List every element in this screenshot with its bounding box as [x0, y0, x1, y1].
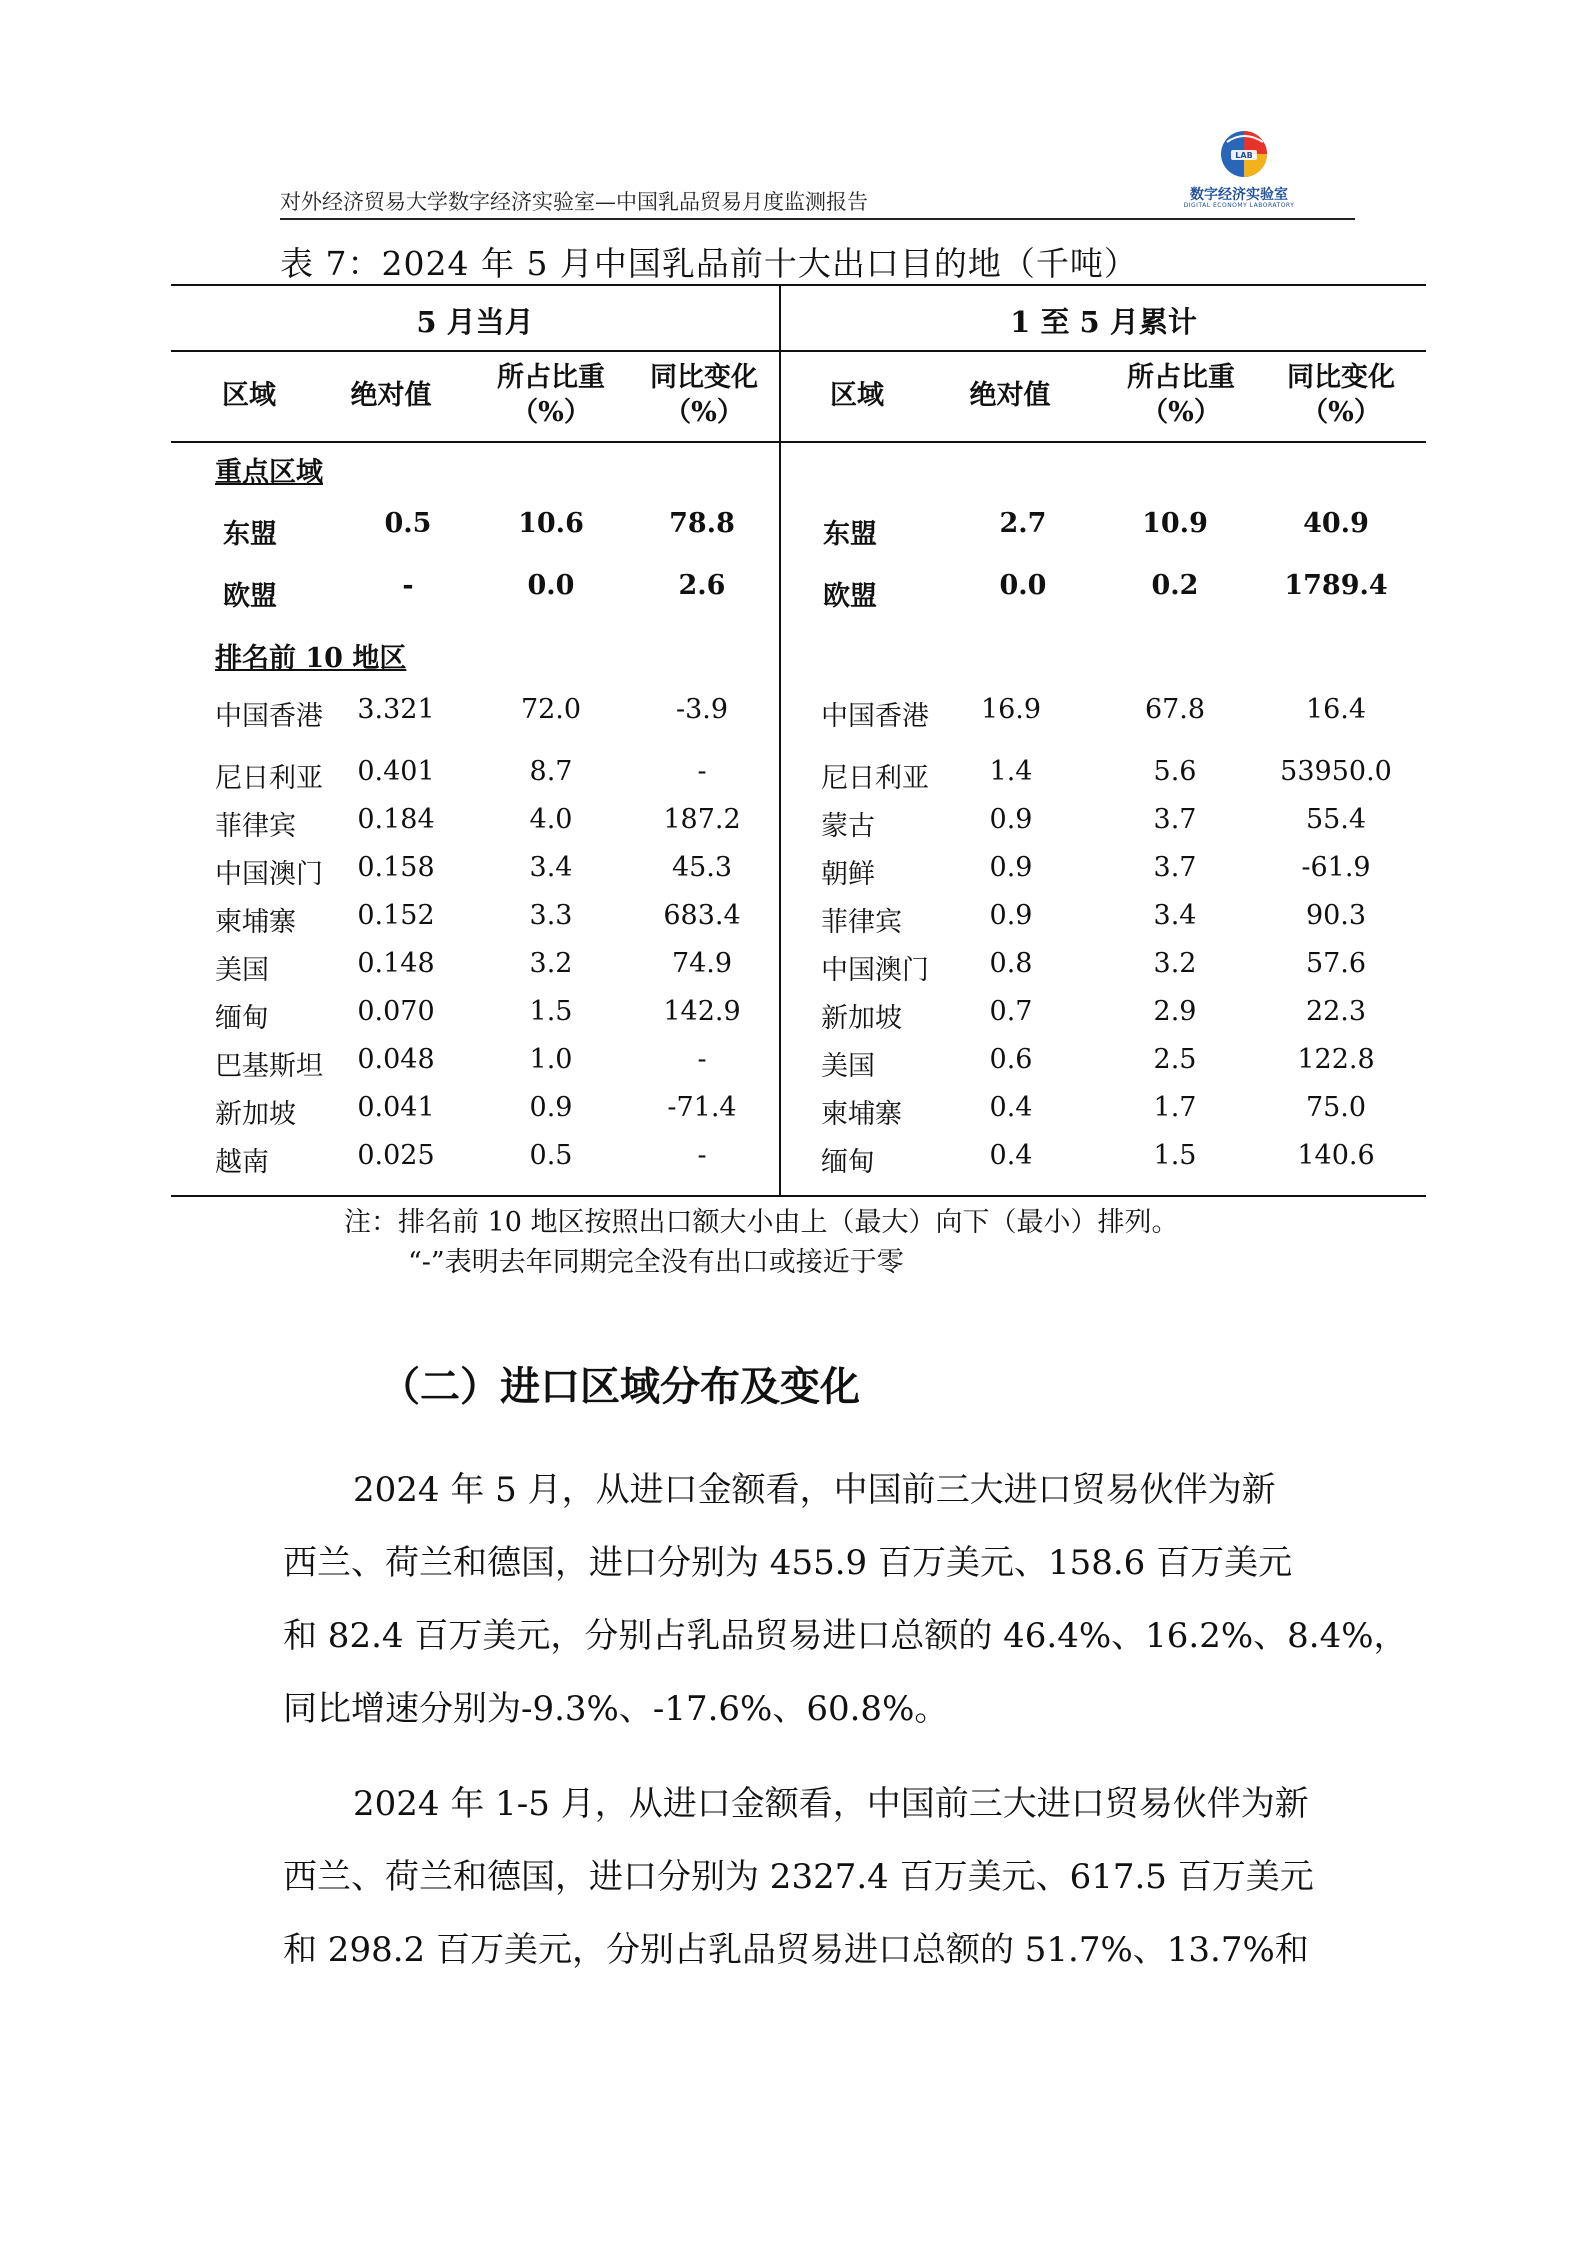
cell-value: 0.158 — [357, 852, 435, 883]
cell-value: 0.5 — [384, 508, 432, 539]
logo-name: 数字经济实验室 — [1190, 187, 1288, 203]
cell-value: 0.152 — [357, 900, 435, 931]
cell-yoy-ytd: 40.9 — [1303, 508, 1369, 539]
cell-value-ytd: 0.4 — [989, 1140, 1033, 1171]
cell-region: 菲律宾 — [215, 811, 296, 842]
cell-value: 0.041 — [357, 1092, 435, 1123]
cell-value-ytd: 1.4 — [989, 756, 1033, 787]
group-head-rule — [171, 350, 1426, 352]
cell-yoy: 45.3 — [671, 852, 733, 883]
cell-region-ytd: 欧盟 — [823, 581, 877, 612]
col-head-yoy: 同比变化 （%） — [650, 362, 758, 428]
cell-value-ytd: 0.6 — [989, 1044, 1033, 1075]
cell-region: 尼日利亚 — [215, 763, 323, 794]
cell-value-ytd: 0.4 — [989, 1092, 1033, 1123]
cell-share-ytd: 2.5 — [1153, 1044, 1197, 1075]
cell-value: 0.070 — [357, 996, 435, 1027]
cell-yoy: 683.4 — [663, 900, 741, 931]
cell-value-ytd: 2.7 — [999, 508, 1047, 539]
paragraph-month — [283, 1454, 1408, 1746]
cell-share: 3.2 — [529, 948, 573, 979]
table-title: 表 7：2024 年 5 月中国乳品前十大出口目的地（千吨） — [280, 244, 1138, 283]
paragraph-ytd — [283, 1768, 1358, 1987]
cell-region-ytd: 蒙古 — [821, 811, 875, 842]
cell-share: 10.6 — [518, 508, 584, 539]
cell-yoy: 142.9 — [663, 996, 741, 1027]
cell-yoy-ytd: 16.4 — [1305, 694, 1367, 725]
cell-share-ytd: 3.7 — [1153, 804, 1197, 835]
cell-share-ytd: 67.8 — [1144, 694, 1206, 725]
cell-yoy-ytd: 140.6 — [1297, 1140, 1375, 1171]
table-bottom-rule — [171, 1195, 1426, 1197]
col-head-region-ytd: 区域 — [830, 380, 884, 411]
column-head-rule — [171, 441, 1426, 443]
table-note: “-”表明去年同期完全没有出口或接近于零 — [408, 1247, 904, 1278]
cell-region: 中国香港 — [215, 701, 323, 732]
cell-value-ytd: 16.9 — [980, 694, 1042, 725]
cell-yoy-ytd: 122.8 — [1297, 1044, 1375, 1075]
cell-region: 巴基斯坦 — [215, 1051, 323, 1082]
cell-yoy: - — [697, 756, 707, 787]
group-head-ytd: 1 至 5 月累计 — [1010, 305, 1197, 339]
col-head-share: 所占比重 （%） — [497, 362, 605, 428]
cell-yoy: - — [697, 1140, 707, 1171]
section-heading: （二）进口区域分布及变化 — [380, 1363, 860, 1410]
cell-value-ytd: 0.9 — [989, 852, 1033, 883]
cell-share-ytd: 1.5 — [1153, 1140, 1197, 1171]
cell-value: 0.048 — [357, 1044, 435, 1075]
cell-yoy: -71.4 — [667, 1092, 737, 1123]
cell-region-ytd: 柬埔寨 — [821, 1099, 902, 1130]
col-head-value-ytd: 绝对值 — [969, 380, 1051, 411]
cell-share-ytd: 10.9 — [1142, 508, 1208, 539]
para-line: 和 82.4 百万美元，分别占乳品贸易进口总额的 46.4%、16.2%、8.4%， — [283, 1616, 1408, 1656]
para-line: 西兰、荷兰和德国，进口分别为 455.9 百万美元、158.6 百万美元 — [283, 1543, 1293, 1583]
para-line: 2024 年 5 月，从进口金额看，中国前三大进口贸易伙伴为新 — [353, 1470, 1276, 1510]
para-line: 同比增速分别为-9.3%、-17.6%、60.8%。 — [283, 1689, 949, 1729]
cell-value: 0.025 — [357, 1140, 435, 1171]
lab-logo — [1179, 118, 1299, 214]
cell-yoy-ytd: 53950.0 — [1280, 756, 1392, 787]
cell-share: 1.5 — [529, 996, 573, 1027]
cell-region-ytd: 东盟 — [823, 519, 877, 550]
cell-yoy-ytd: 1789.4 — [1284, 570, 1388, 601]
cell-share: 8.7 — [529, 756, 573, 787]
cell-region: 美国 — [215, 955, 269, 986]
col-head-yoy-ytd: 同比变化 （%） — [1287, 362, 1395, 428]
cell-yoy: 78.8 — [669, 508, 735, 539]
cell-share-ytd: 3.7 — [1153, 852, 1197, 883]
cell-value: - — [402, 570, 414, 601]
cell-share-ytd: 0.2 — [1151, 570, 1199, 601]
cell-value: 3.321 — [357, 694, 435, 725]
cell-yoy-ytd: 90.3 — [1305, 900, 1367, 931]
table-top-rule — [171, 284, 1426, 286]
cell-region-ytd: 新加坡 — [821, 1003, 902, 1034]
cell-yoy-ytd: 57.6 — [1305, 948, 1367, 979]
cell-region: 越南 — [215, 1147, 269, 1178]
cell-share: 0.5 — [529, 1140, 573, 1171]
cell-region: 欧盟 — [223, 581, 277, 612]
col-head-share-ytd: 所占比重 （%） — [1127, 362, 1235, 428]
cell-region-ytd: 朝鲜 — [821, 859, 875, 890]
para-line: 2024 年 1-5 月，从进口金额看，中国前三大进口贸易伙伴为新 — [353, 1784, 1309, 1824]
header-text: 对外经济贸易大学数字经济实验室—中国乳品贸易月度监测报告 — [280, 190, 868, 214]
cell-share: 3.4 — [529, 852, 573, 883]
cell-yoy: 74.9 — [671, 948, 733, 979]
cell-share-ytd: 1.7 — [1153, 1092, 1197, 1123]
cell-share: 72.0 — [520, 694, 582, 725]
cell-yoy-ytd: 55.4 — [1305, 804, 1367, 835]
cell-value-ytd: 0.9 — [989, 900, 1033, 931]
cell-share: 4.0 — [529, 804, 573, 835]
cell-region-ytd: 中国香港 — [821, 701, 929, 732]
cell-region: 东盟 — [223, 519, 277, 550]
cell-value: 0.184 — [357, 804, 435, 835]
cell-share-ytd: 2.9 — [1153, 996, 1197, 1027]
table-divider — [779, 284, 781, 1197]
cell-region-ytd: 缅甸 — [821, 1147, 875, 1178]
cell-yoy: 187.2 — [663, 804, 741, 835]
cell-share: 3.3 — [529, 900, 573, 931]
cell-value-ytd: 0.9 — [989, 804, 1033, 835]
cell-value-ytd: 0.7 — [989, 996, 1033, 1027]
cell-region-ytd: 美国 — [821, 1051, 875, 1082]
cell-yoy: 2.6 — [678, 570, 726, 601]
export-destination-table — [171, 284, 1426, 1197]
cell-region-ytd: 尼日利亚 — [821, 763, 929, 794]
cell-share: 1.0 — [529, 1044, 573, 1075]
cell-yoy-ytd: 75.0 — [1305, 1092, 1367, 1123]
cell-share-ytd: 5.6 — [1153, 756, 1197, 787]
cell-value: 0.148 — [357, 948, 435, 979]
cell-region-ytd: 中国澳门 — [821, 955, 929, 986]
table-note: 注：排名前 10 地区按照出口额大小由上（最大）向下（最小）排列。 — [344, 1207, 1179, 1238]
logo-subtitle: DIGITAL ECONOMY LABORATORY — [1183, 202, 1295, 209]
cell-yoy: - — [697, 1044, 707, 1075]
group-head-month: 5 月当月 — [416, 305, 534, 339]
cell-yoy-ytd: 22.3 — [1305, 996, 1367, 1027]
cell-share-ytd: 3.4 — [1153, 900, 1197, 931]
cell-yoy-ytd: -61.9 — [1301, 852, 1371, 883]
header-rule — [280, 218, 1355, 220]
cell-region-ytd: 菲律宾 — [821, 907, 902, 938]
cell-region: 新加坡 — [215, 1099, 296, 1130]
cell-region: 中国澳门 — [215, 859, 323, 890]
col-head-value: 绝对值 — [350, 380, 432, 411]
cell-share: 0.0 — [527, 570, 575, 601]
cell-value: 0.401 — [357, 756, 435, 787]
cell-region: 柬埔寨 — [215, 907, 296, 938]
col-head-region: 区域 — [222, 380, 276, 411]
cell-yoy: -3.9 — [675, 694, 729, 725]
page-header — [280, 118, 1355, 220]
cell-share-ytd: 3.2 — [1153, 948, 1197, 979]
cell-region: 缅甸 — [215, 1003, 269, 1034]
section-key-regions: 重点区域 — [215, 457, 323, 488]
section-top-regions: 排名前 10 地区 — [215, 643, 407, 674]
cell-value-ytd: 0.0 — [999, 570, 1047, 601]
logo-badge: LAB — [1235, 151, 1253, 160]
para-line: 西兰、荷兰和德国，进口分别为 2327.4 百万美元、617.5 百万美元 — [283, 1857, 1314, 1897]
globe-logo-icon — [1219, 128, 1269, 180]
para-line: 和 298.2 百万美元，分别占乳品贸易进口总额的 51.7%、13.7%和 — [283, 1930, 1309, 1970]
cell-share: 0.9 — [529, 1092, 573, 1123]
cell-value-ytd: 0.8 — [989, 948, 1033, 979]
